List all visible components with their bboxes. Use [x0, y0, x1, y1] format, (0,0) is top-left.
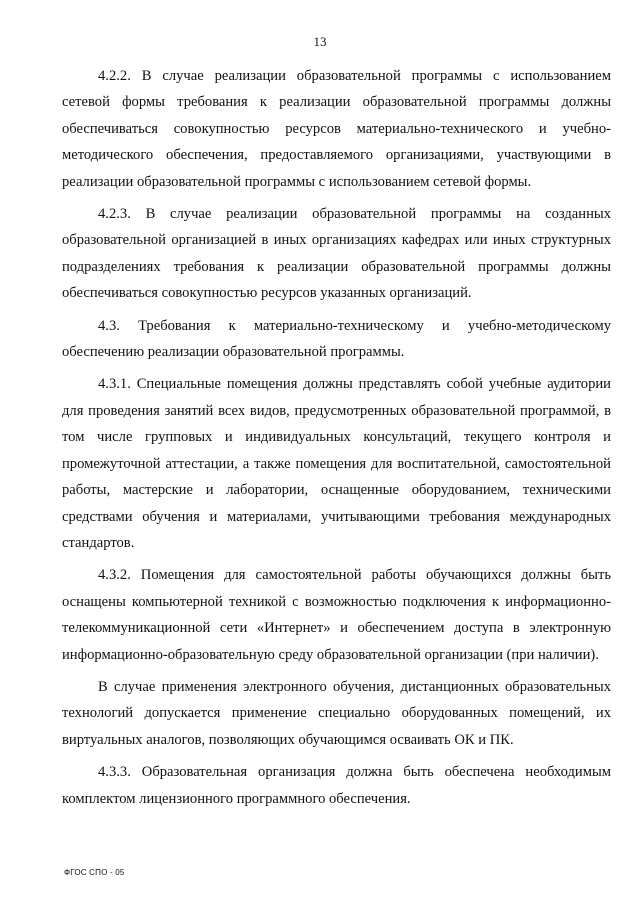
paragraph-e-learning: В случае применения электронного обучения, дистанционных образовательных технологий допускается применение специально оборудованных помещений, их виртуальных аналогов, позволяющих обучающимся осваивать ОК и ПК. [62, 678, 611, 748]
footer-code: ФГОС СПО - 05 [64, 868, 125, 877]
paragraph-4-2-3: 4.2.3. В случае реализации образовательной программы на созданных образовательной организацией в иных организациях кафедрах или иных структурных подразделениях требования к реализации образовательной программы должны обеспечиваться совокупностью ресурсов указанных организаций. [62, 206, 611, 302]
page-body [62, 63, 611, 818]
paragraph-4-3-3: 4.3.3. Образовательная организация должна быть обеспечена необходимым комплектом лицензионного программного обеспечения. [62, 764, 611, 807]
paragraph-4-3-1: 4.3.1. Специальные помещения должны представлять собой учебные аудитории для проведения занятий всех видов, предусмотренных образовательной программой, в том числе групповых и индивидуальных консультаций, текущего контроля и промежуточной аттестации, а также помещения для воспитательной, самостоятельной работы, мастерские и лаборатории, оснащенные оборудованием, техническими средствами обучения и материалами, учитывающими требования международных стандартов. [62, 376, 611, 551]
paragraph-4-2-2: 4.2.2. В случае реализации образовательной программы с использованием сетевой формы требования к реализации образовательной программы должны обеспечиваться совокупностью ресурсов материально-технического и учебно-методического обеспечения, предоставляемого организациями, участвующими в реализации образовательной программы с использованием сетевой формы. [62, 68, 611, 190]
paragraph-4-3-2: 4.3.2. Помещения для самостоятельной работы обучающихся должны быть оснащены компьютерной техникой с возможностью подключения к информационно-телекоммуникационной сети «Интернет» и обеспечением доступа в электронную информационно-образовательную среду образовательной организации (при наличии). [62, 567, 611, 663]
paragraph-4-3: 4.3. Требования к материально-техническому и учебно-методическому обеспечению реализации образовательной программы. [62, 317, 611, 361]
page-number: 13 [313, 34, 327, 49]
